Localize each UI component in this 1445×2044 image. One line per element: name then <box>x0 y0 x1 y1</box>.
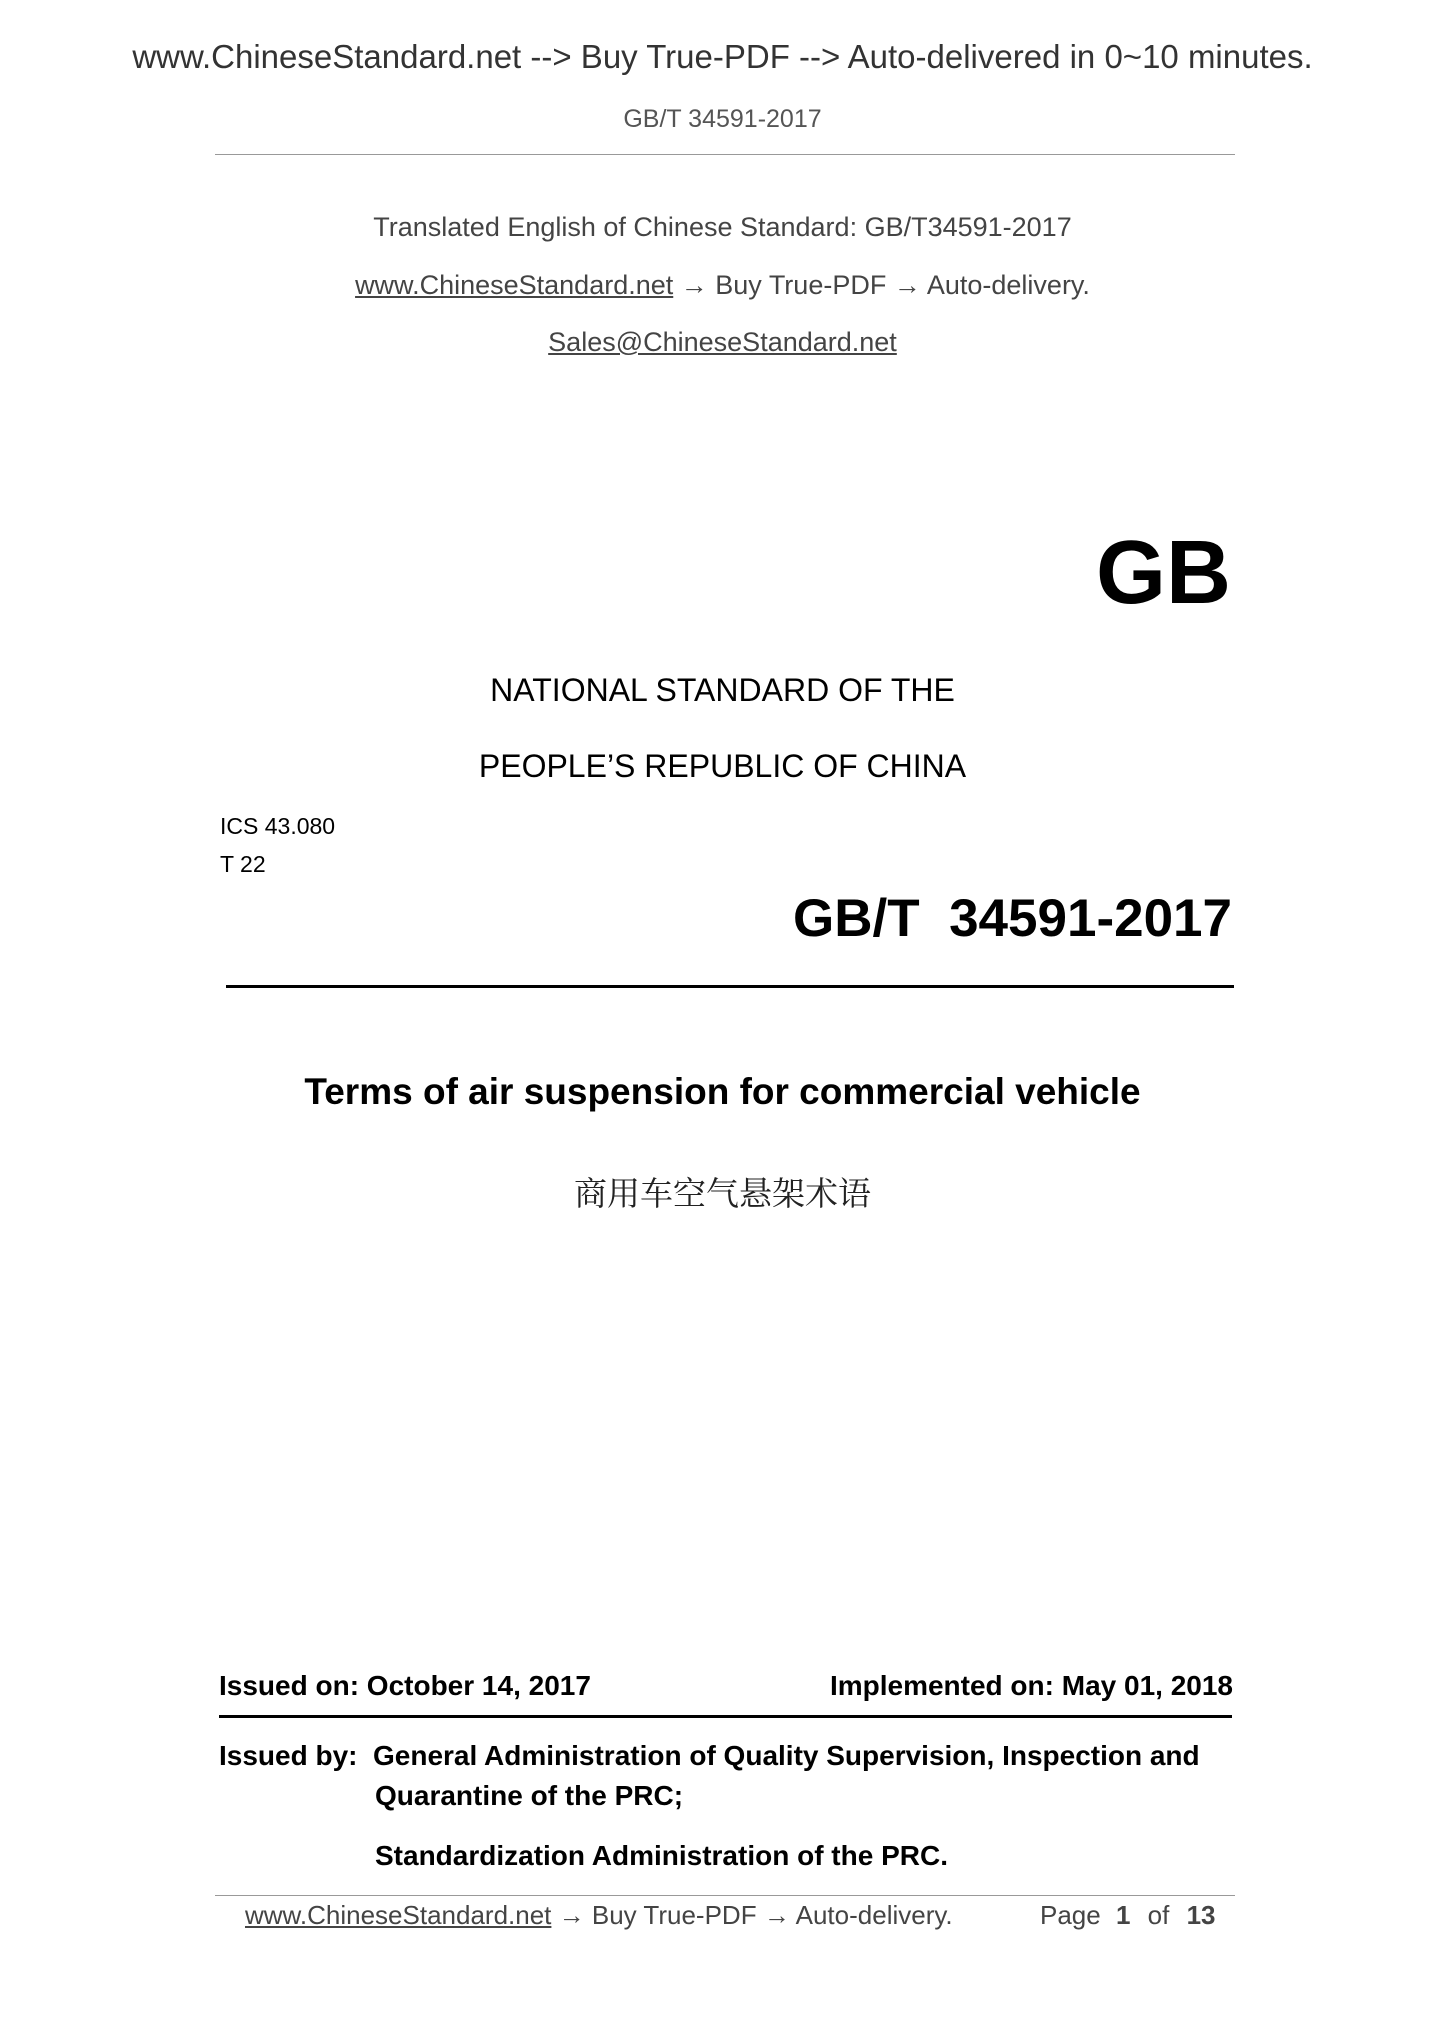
footer-delivery-text: Auto-delivery. <box>795 1900 953 1930</box>
footer-promo <box>245 1900 953 1931</box>
arrow-right-icon: → <box>680 270 708 300</box>
issued-by-line-1: General Administration of Quality Supervision, Inspection and <box>373 1740 1200 1771</box>
gb-mark: GB <box>1096 523 1231 623</box>
standard-number-rule <box>226 985 1234 988</box>
issued-by-line-3: Standardization Administration of the PRC. <box>375 1840 948 1871</box>
page-total: 13 <box>1186 1900 1216 1930</box>
header-divider <box>215 154 1235 155</box>
ics-code: ICS 43.080 <box>220 813 336 839</box>
page-current: 1 <box>1115 1900 1131 1930</box>
national-standard-line-2: PEOPLE’S REPUBLIC OF CHINA <box>478 748 967 784</box>
promo-delivery-text: Auto-delivery. <box>926 270 1090 300</box>
dates-rule <box>219 1715 1232 1718</box>
footer-site-link[interactable]: www.ChineseStandard.net <box>245 1900 552 1930</box>
title-english: Terms of air suspension for commercial vehicle <box>304 1071 1141 1112</box>
translation-line: Translated English of Chinese Standard: GB/T34591-2017 <box>373 212 1072 242</box>
standard-number: GB/T 34591-2017 <box>793 889 1232 948</box>
page-of: of <box>1147 1900 1170 1930</box>
page-label: Page <box>1040 1900 1101 1930</box>
issued-by-line-2: Quarantine of the PRC; <box>375 1780 684 1811</box>
footer-buy-text: Buy True-PDF <box>591 1900 757 1930</box>
issued-on-date: Issued on: October 14, 2017 <box>219 1670 591 1701</box>
footer-divider <box>215 1895 1235 1896</box>
title-chinese: 商用车空气悬架术语 <box>574 1174 871 1213</box>
page-indicator <box>1040 1900 1216 1931</box>
issued-by-label: Issued by: <box>219 1740 358 1771</box>
sales-email-link[interactable]: Sales@ChineseStandard.net <box>548 327 897 357</box>
top-banner[interactable]: www.ChineseStandard.net --> Buy True-PDF --> Auto-delivered in 0~10 minutes. <box>132 38 1313 75</box>
promo-buy-text: Buy True-PDF <box>715 270 887 300</box>
arrow-right-icon: → <box>893 270 921 300</box>
classification-code: T 22 <box>220 851 266 877</box>
site-link[interactable]: www.ChineseStandard.net <box>355 270 674 300</box>
implemented-on-date: Implemented on: May 01, 2018 <box>829 1670 1233 1701</box>
arrow-right-icon: → <box>558 1900 585 1930</box>
arrow-right-icon: → <box>763 1900 790 1930</box>
header-standard-code: GB/T 34591-2017 <box>623 105 822 133</box>
promo-line <box>0 270 1445 301</box>
national-standard-line-1: NATIONAL STANDARD OF THE <box>490 672 955 708</box>
